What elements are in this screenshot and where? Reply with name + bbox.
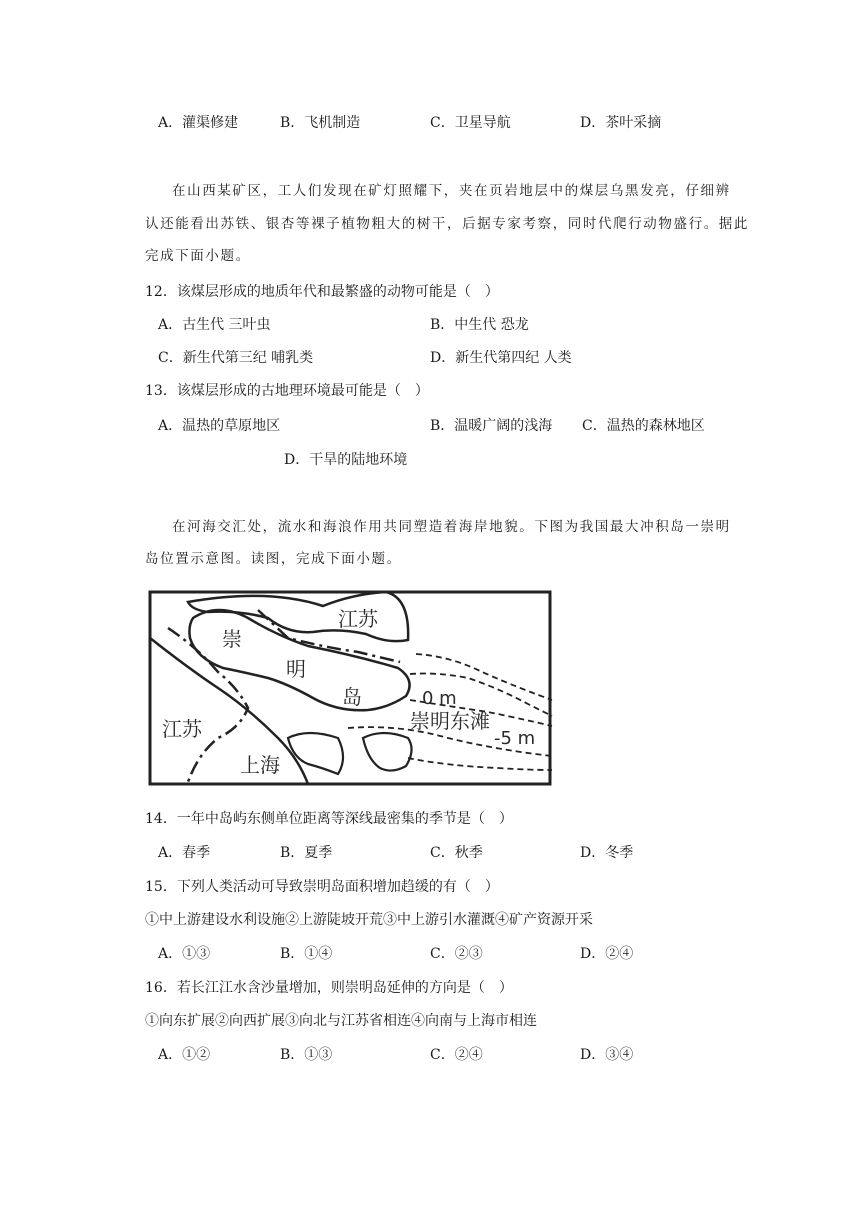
small-shoal: [363, 733, 412, 771]
label-jiangsu-north: 江苏: [338, 607, 378, 631]
q14-option-a[interactable]: A．春季: [158, 845, 211, 861]
boundary-west: [168, 628, 248, 782]
shanghai-shoal: [288, 733, 343, 774]
q13-option-a[interactable]: A．温热的草原地区: [158, 418, 281, 434]
label-depth-5m: -5 m: [494, 728, 536, 749]
q11-option-b[interactable]: B．飞机制造: [280, 115, 361, 131]
q12-option-a[interactable]: A．古生代 三叶虫: [158, 317, 271, 333]
q16-option-a[interactable]: A．①②: [158, 1047, 211, 1063]
south-bank-coast: [150, 638, 308, 784]
passage1-line1: 在山西某矿区，工人们发现在矿灯照耀下，夹在页岩地层中的煤层乌黑发亮，仔细辨: [172, 183, 731, 199]
q15-items: ①中上游建设水利设施②上游陡坡开荒③中上游引水灌溉④矿产资源开采: [145, 912, 593, 928]
q15-title: 15．下列人类活动可导致崇明岛面积增加趋缓的有（ ）: [145, 879, 499, 895]
q11-option-a[interactable]: A．灌渠修建: [158, 115, 239, 131]
q16-option-c[interactable]: C．②④: [430, 1047, 483, 1063]
q12-title: 12．该煤层形成的地质年代和最繁盛的动物可能是（ ）: [145, 284, 499, 300]
label-shanghai: 上海: [240, 753, 280, 777]
q15-option-a[interactable]: A．①③: [158, 946, 211, 962]
q13-title: 13．该煤层形成的古地理环境最可能是（ ）: [145, 383, 429, 399]
q14-title: 14．一年中岛屿东侧单位距离等深线最密集的季节是（ ）: [145, 811, 513, 827]
label-chong: 崇: [222, 627, 242, 651]
q15-option-c[interactable]: C．②③: [430, 946, 483, 962]
label-dongtan: 崇明东滩: [410, 709, 490, 733]
q16-option-b[interactable]: B．①③: [280, 1047, 333, 1063]
q13-option-c[interactable]: C．温热的森林地区: [582, 418, 705, 434]
q15-option-b[interactable]: B．①④: [280, 946, 333, 962]
q16-title: 16．若长江江水含沙量增加，则崇明岛延伸的方向是（ ）: [145, 980, 513, 996]
passage2-line1: 在河海交汇处，流水和海浪作用共同塑造着海岸地貌。下图为我国最大冲积岛一崇明: [172, 519, 731, 535]
q14-option-b[interactable]: B．夏季: [280, 845, 333, 861]
q13-option-b[interactable]: B．温暖广阔的浅海: [430, 418, 553, 434]
contour-outer: [408, 758, 552, 770]
q11-option-c[interactable]: C．卫星导航: [430, 115, 511, 131]
q15-option-d[interactable]: D．②④: [580, 946, 634, 962]
label-ming: 明: [286, 657, 306, 681]
q13-option-d[interactable]: D．干旱的陆地环境: [284, 452, 408, 468]
q16-items: ①向东扩展②向西扩展③向北与江苏省相连④向南与上海市相连: [145, 1013, 537, 1029]
q12-option-c[interactable]: C．新生代第三纪 哺乳类: [158, 350, 314, 366]
passage2-line2: 岛位置示意图。读图，完成下面小题。: [145, 551, 402, 567]
label-jiangsu-west: 江苏: [162, 717, 202, 741]
q16-option-d[interactable]: D．③④: [580, 1047, 634, 1063]
label-dao: 岛: [342, 685, 362, 709]
boundary-north: [258, 610, 400, 662]
q14-option-d[interactable]: D．冬季: [580, 845, 634, 861]
q12-option-d[interactable]: D．新生代第四纪 人类: [430, 350, 572, 366]
q14-option-c[interactable]: C．秋季: [430, 845, 483, 861]
chongming-map: [148, 588, 558, 788]
passage1-line3: 完成下面小题。: [145, 248, 251, 264]
q12-option-b[interactable]: B．中生代 恐龙: [430, 317, 529, 333]
label-depth-0m: 0 m: [422, 688, 457, 709]
q11-option-d[interactable]: D．茶叶采摘: [580, 115, 662, 131]
passage1-line2: 认还能看出苏铁、银杏等裸子植物粗大的树干，后据专家考察，同时代爬行动物盛行。据此: [145, 216, 749, 232]
